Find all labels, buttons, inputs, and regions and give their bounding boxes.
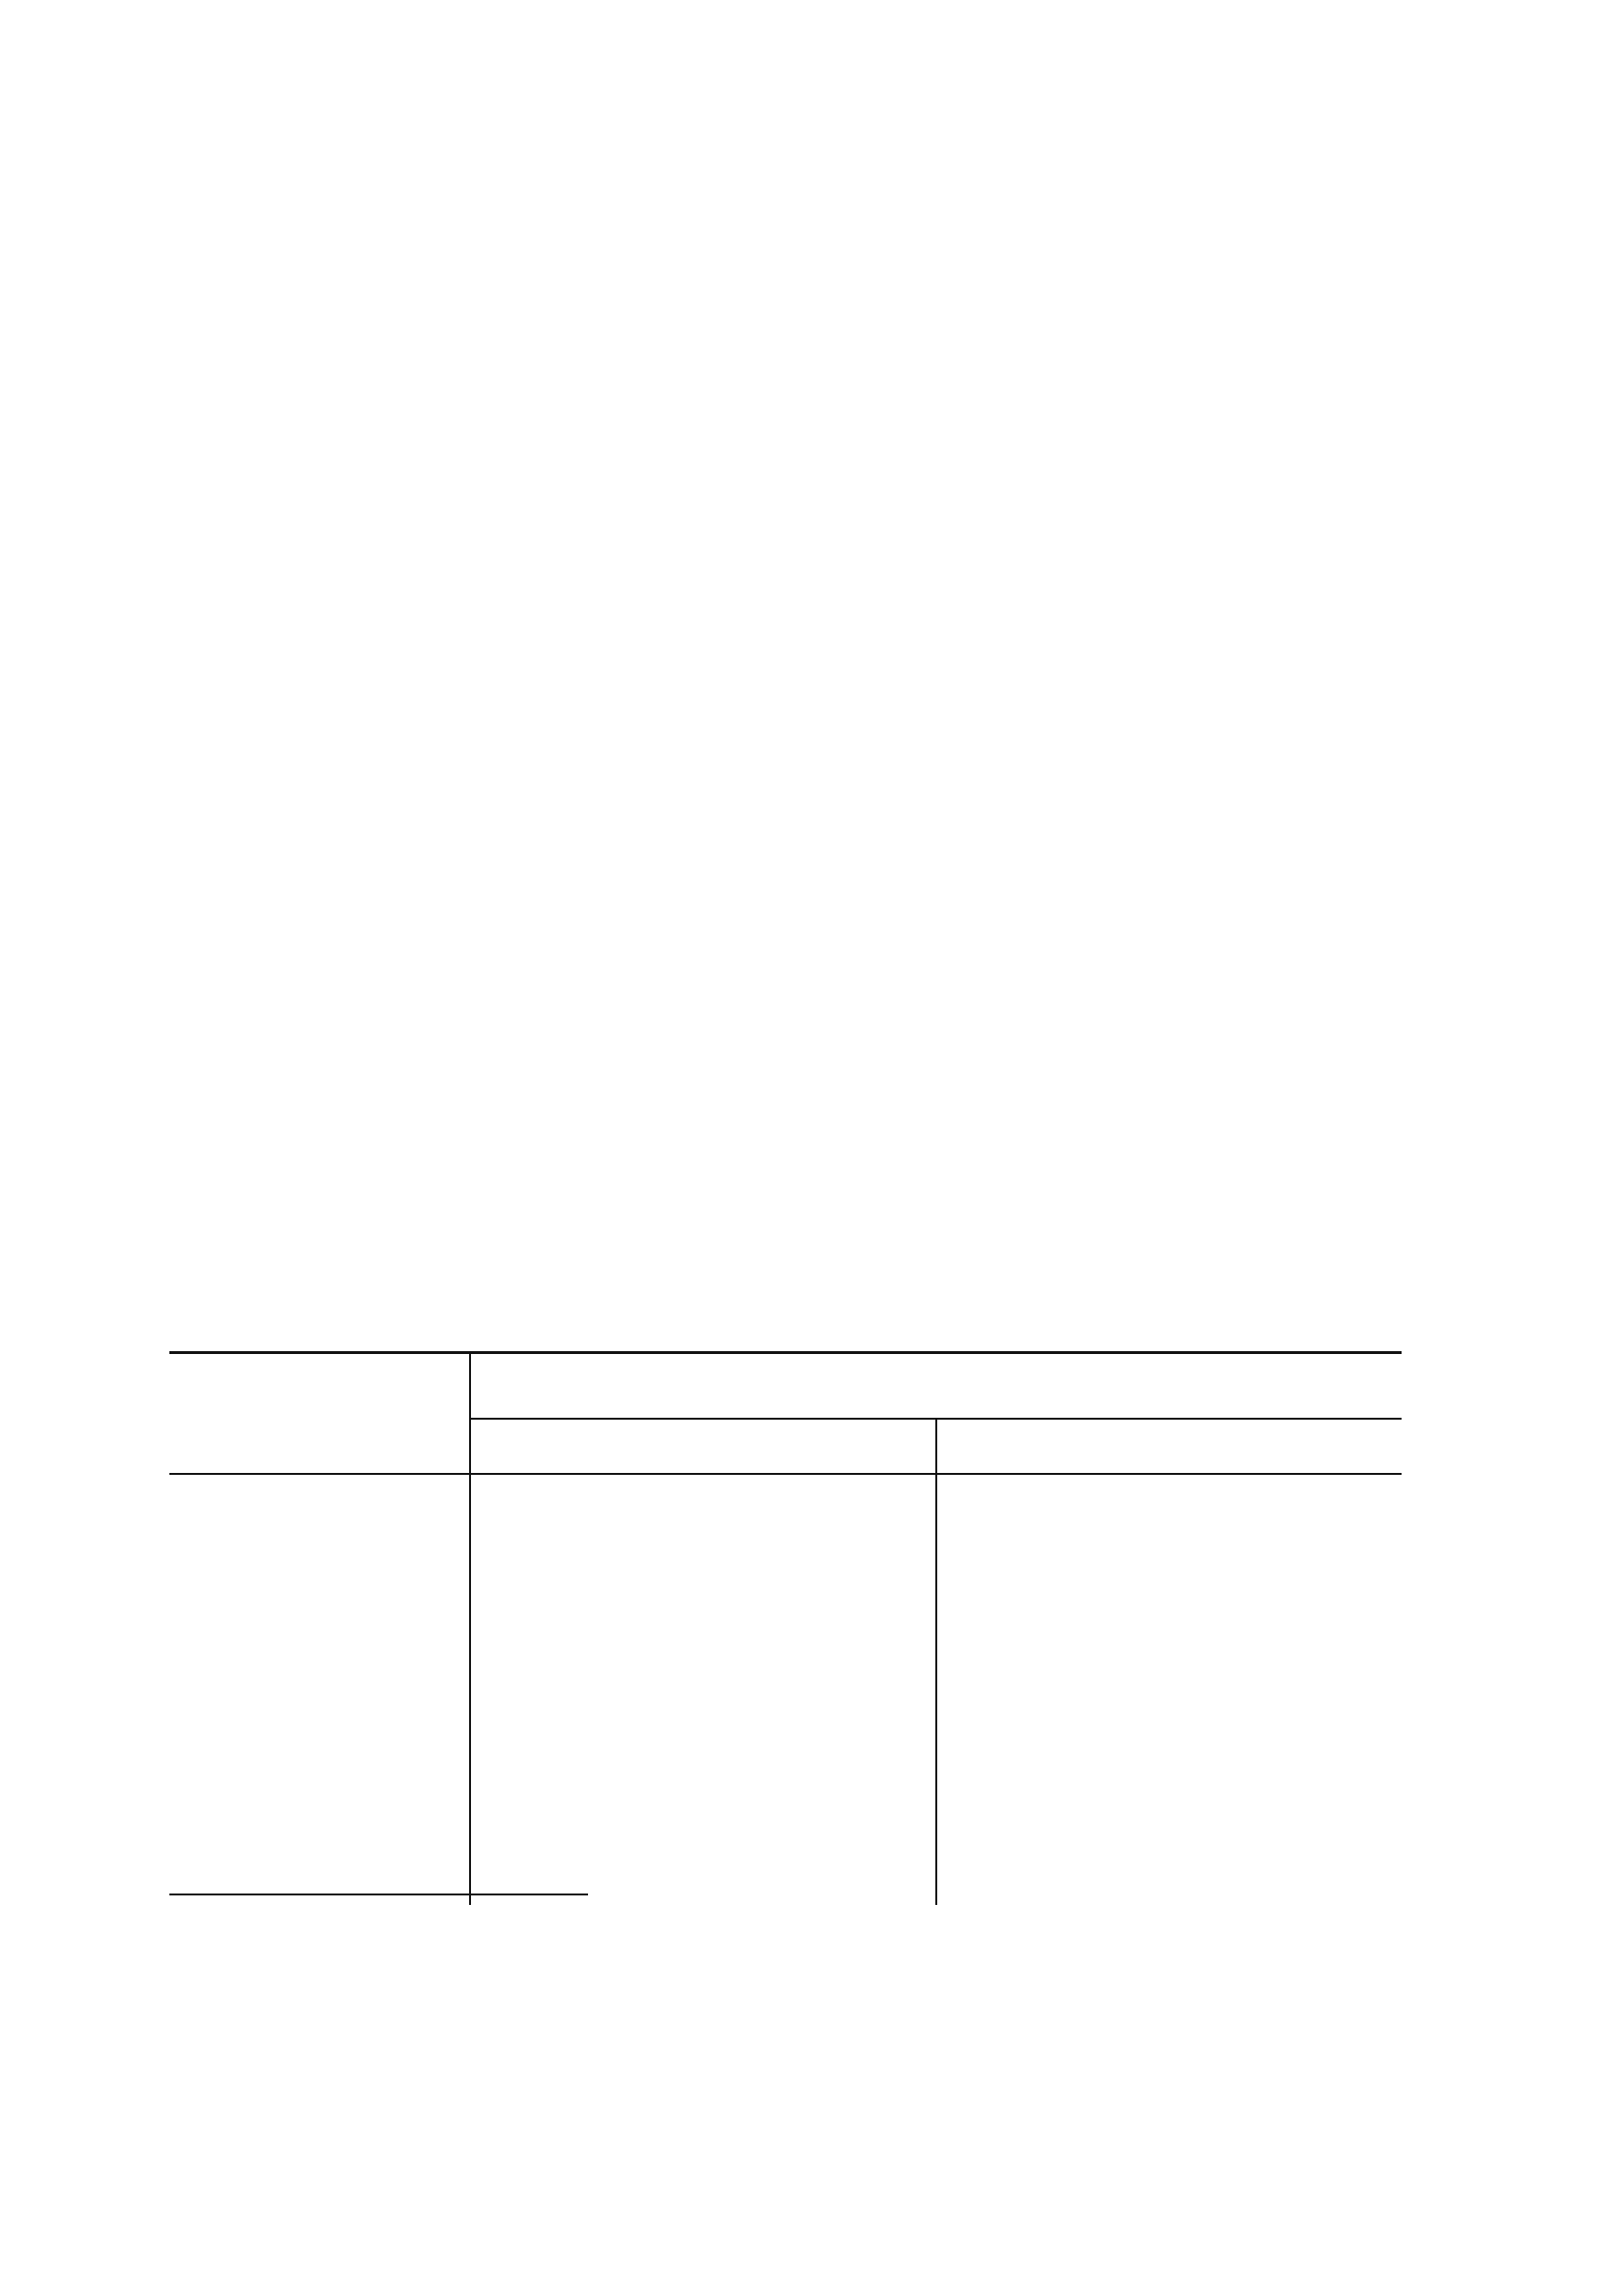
column-header-series [470, 1353, 1402, 1420]
row-label-cell [169, 1474, 470, 1905]
zone-2-header [936, 1419, 1402, 1474]
table-bottom-rule [169, 1894, 588, 1895]
zone-2-values-cell [936, 1474, 1402, 1905]
figure-deflection-time [0, 0, 1609, 1028]
table-1 [169, 1351, 1402, 1905]
zone-1-header [470, 1419, 936, 1474]
column-header-construction [169, 1353, 470, 1475]
zone-1-values-cell [470, 1474, 936, 1905]
